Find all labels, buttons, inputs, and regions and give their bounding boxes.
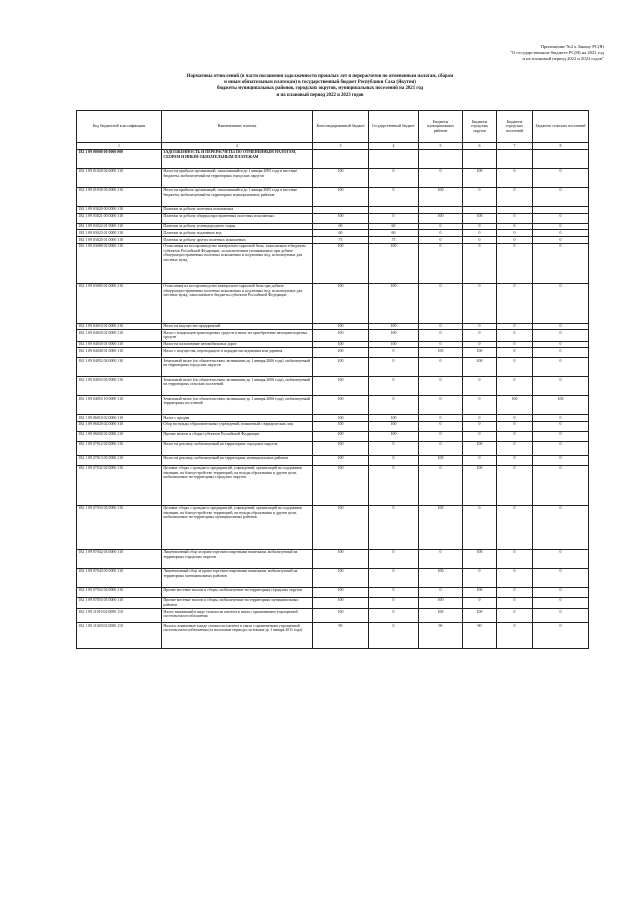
- consolidated-value: 100: [313, 587, 369, 597]
- state-value: 0: [369, 348, 419, 358]
- code-cell: 182 1 09 03022 01 0000 110: [77, 223, 162, 230]
- municipal-districts-value: 0: [419, 431, 463, 441]
- payment-name-cell: ЗАДОЛЖЕННОСТЬ И ПЕРЕРАСЧЕТЫ ПО ОТМЕНЕННЫМ НАЛОГАМ, СБОРАМ И ИНЫМ ОБЯЗАТЕЛЬНЫМ ПЛАТЕЖАМ: [162, 149, 313, 168]
- code-cell: 182 1 09 07033 05 0000 110: [77, 505, 162, 549]
- appendix-reference: [394, 44, 604, 63]
- urban-settlements-value: 0: [497, 230, 533, 237]
- consolidated-value: 100: [313, 341, 369, 348]
- urban-settlements-value: 0: [497, 609, 533, 623]
- rural-settlements-value: 0: [533, 465, 589, 505]
- table-row: [77, 348, 589, 358]
- city-districts-value: 100: [463, 358, 497, 377]
- table-row: [77, 609, 589, 623]
- city-districts-value: 0: [463, 505, 497, 549]
- municipal-districts-value: [419, 149, 463, 168]
- city-districts-value: 100: [463, 441, 497, 455]
- urban-settlements-value: 0: [497, 187, 533, 206]
- table-row: [77, 597, 589, 608]
- urban-settlements-value: [497, 206, 533, 213]
- rural-settlements-value: 100: [533, 396, 589, 415]
- appendix-line-3: и на плановый период 2022 и 2023 годов": [522, 56, 604, 62]
- city-districts-value: 0: [463, 230, 497, 237]
- urban-settlements-value: [497, 149, 533, 168]
- rural-settlements-value: 0: [533, 243, 589, 283]
- table-row: [77, 187, 589, 206]
- code-cell: 182 1 09 04052 04 0000 110: [77, 358, 162, 377]
- city-districts-value: 0: [463, 187, 497, 206]
- payment-name-cell: Прочие налоги и сборы субъектов Российской Федерации: [162, 431, 313, 441]
- city-districts-value: 100: [463, 168, 497, 187]
- table-row: [77, 358, 589, 377]
- city-districts-value: 100: [463, 465, 497, 505]
- table-row: [77, 431, 589, 441]
- table-row: [77, 323, 589, 330]
- column-number-row: [77, 143, 589, 150]
- state-value: 0: [369, 609, 419, 623]
- code-cell: 182 1 09 04053 05 0000 110: [77, 377, 162, 396]
- rural-settlements-value: 0: [533, 230, 589, 237]
- rural-settlements-value: 0: [533, 455, 589, 465]
- rural-settlements-value: [533, 149, 589, 168]
- consolidated-value: 100: [313, 243, 369, 283]
- city-districts-value: 100: [463, 549, 497, 568]
- rural-settlements-value: 0: [533, 283, 589, 323]
- rural-settlements-value: 0: [533, 568, 589, 587]
- state-value: 0: [369, 568, 419, 587]
- rural-settlements-value: 0: [533, 377, 589, 396]
- title-line-3: бюджеты муниципальных районов, городских округов, муниципальных поселений на 2021 год: [216, 86, 424, 92]
- code-cell: 182 1 09 06010 02 0000 110: [77, 415, 162, 422]
- header-city-districts: Бюджеты городских округов: [463, 111, 497, 143]
- payment-name-cell: Прочие местные налоги и сборы, мобилизуемые на территориях городских округов: [162, 587, 313, 597]
- rural-settlements-value: 0: [533, 597, 589, 608]
- payment-name-cell: Налог на прибыль организаций, зачислявшийся до 1 января 2005 года в местные бюджеты, мобилизуемый на территориях городских округов: [162, 168, 313, 187]
- consolidated-value: 100: [313, 441, 369, 455]
- state-value: 0: [369, 465, 419, 505]
- consolidated-value: 100: [313, 549, 369, 568]
- rural-settlements-value: 0: [533, 421, 589, 431]
- urban-settlements-value: 100: [497, 396, 533, 415]
- municipal-districts-value: 0: [419, 168, 463, 187]
- urban-settlements-value: 0: [497, 587, 533, 597]
- state-value: 100: [369, 431, 419, 441]
- table-row: [77, 623, 589, 649]
- norms-table: [76, 110, 589, 649]
- city-districts-value: 0: [463, 236, 497, 243]
- header-rural-settlements: Бюджеты сельских поселений: [533, 111, 589, 143]
- consolidated-value: 100: [313, 283, 369, 323]
- urban-settlements-value: 0: [497, 597, 533, 608]
- code-cell: 182 1 09 04010 02 0000 110: [77, 323, 162, 330]
- municipal-districts-value: 0: [419, 415, 463, 422]
- municipal-districts-value: 100: [419, 213, 463, 223]
- urban-settlements-value: 0: [497, 549, 533, 568]
- table-row: [77, 223, 589, 230]
- header-urban-settlements: Бюджеты городских поселений: [497, 111, 533, 143]
- column-number: 3: [313, 143, 369, 150]
- municipal-districts-value: 0: [419, 465, 463, 505]
- municipal-districts-value: 0: [419, 549, 463, 568]
- city-districts-value: 0: [463, 431, 497, 441]
- state-value: [369, 206, 419, 213]
- state-value: 100: [369, 243, 419, 283]
- payment-name-cell: Платежи за добычу общераспространенных полезных ископаемых: [162, 213, 313, 223]
- code-cell: 182 1 09 06030 02 0000 110: [77, 431, 162, 441]
- state-value: 100: [369, 421, 419, 431]
- code-cell: 182 1 09 07043 05 0000 110: [77, 568, 162, 587]
- municipal-districts-value: 0: [419, 230, 463, 237]
- table-row: [77, 341, 589, 348]
- code-cell: 182 1 09 04030 01 0000 110: [77, 341, 162, 348]
- header-state: Государственный бюджет: [369, 111, 419, 143]
- code-cell: 182 1 09 03083 02 0000 110: [77, 283, 162, 323]
- consolidated-value: 100: [313, 568, 369, 587]
- table-row: [77, 441, 589, 455]
- rural-settlements-value: 0: [533, 441, 589, 455]
- table-row: [77, 587, 589, 597]
- urban-settlements-value: 0: [497, 323, 533, 330]
- payment-name-cell: Налог на прибыль организаций, зачислявшийся до 1 января 2005 года в местные бюджеты, мобилизуемый на территориях муниципальных районов: [162, 187, 313, 206]
- state-value: 0: [369, 455, 419, 465]
- rural-settlements-value: 0: [533, 187, 589, 206]
- code-cell: 182 1 09 04040 01 0000 110: [77, 348, 162, 358]
- payment-name-cell: Платежи за добычу других полезных ископаемых: [162, 236, 313, 243]
- payment-name-cell: Земельный налог (по обязательствам, возникшим до 1 января 2006 года), мобилизуемый на территориях городских округов: [162, 358, 313, 377]
- city-districts-value: 0: [463, 421, 497, 431]
- consolidated-value: 100: [313, 597, 369, 608]
- consolidated-value: [313, 149, 369, 168]
- consolidated-value: 100: [313, 323, 369, 330]
- code-cell: 182 1 09 03080 02 0000 110: [77, 243, 162, 283]
- code-cell: 182 1 09 07013 05 0000 110: [77, 455, 162, 465]
- column-number: 7: [497, 143, 533, 150]
- consolidated-value: 100: [313, 213, 369, 223]
- rural-settlements-value: [533, 206, 589, 213]
- state-value: 0: [369, 587, 419, 597]
- table-row: [77, 421, 589, 431]
- municipal-districts-value: 0: [419, 223, 463, 230]
- municipal-districts-value: 0: [419, 323, 463, 330]
- payment-name-cell: Налог с владельцев транспортных средств и налог на приобретение автотранспортных средств: [162, 330, 313, 341]
- consolidated-value: 100: [313, 505, 369, 549]
- state-value: 0: [369, 623, 419, 649]
- consolidated-value: 75: [313, 236, 369, 243]
- state-value: 0: [369, 358, 419, 377]
- appendix-line-2: "О государственном бюджете РС(Я) на 2021 год: [509, 50, 604, 56]
- payment-name-cell: Налог на имущество предприятий: [162, 323, 313, 330]
- code-cell: 182 1 09 03025 01 0000 110: [77, 236, 162, 243]
- rural-settlements-value: 0: [533, 505, 589, 549]
- city-districts-value: 0: [463, 568, 497, 587]
- urban-settlements-value: 0: [497, 431, 533, 441]
- urban-settlements-value: 0: [497, 415, 533, 422]
- consolidated-value: 100: [313, 348, 369, 358]
- table-row: [77, 230, 589, 237]
- payment-name-cell: Налог с продаж: [162, 415, 313, 422]
- payment-name-cell: Земельный налог (по обязательствам, возникшим до 1 января 2006 года), мобилизуемый на территориях сельских поселений: [162, 377, 313, 396]
- table-row: [77, 149, 589, 168]
- table-row: [77, 415, 589, 422]
- municipal-districts-value: 0: [419, 421, 463, 431]
- payment-name-cell: Отчисления на воспроизводство минерально-сырьевой базы при добыче общераспространенных полезных ископаемых и подземных вод, используемых для местных нужд, зачисляемые в бюджеты субъектов Российской Федерации: [162, 283, 313, 323]
- appendix-line-1: Приложение №2 к Закону РС(Я): [540, 44, 604, 49]
- payment-name-cell: Платежи за добычу углеводородного сырья: [162, 223, 313, 230]
- city-districts-value: [463, 149, 497, 168]
- urban-settlements-value: 0: [497, 421, 533, 431]
- municipal-districts-value: 100: [419, 597, 463, 608]
- state-value: 0: [369, 187, 419, 206]
- state-value: 0: [369, 505, 419, 549]
- consolidated-value: 90: [313, 623, 369, 649]
- code-cell: 182 1 09 01020 04 0000 110: [77, 168, 162, 187]
- state-value: 100: [369, 283, 419, 323]
- municipal-districts-value: 100: [419, 568, 463, 587]
- code-cell: 182 1 09 03021 00 0000 110: [77, 213, 162, 223]
- code-cell: 182 1 09 07042 04 0000 110: [77, 549, 162, 568]
- document-title: [150, 74, 490, 99]
- municipal-districts-value: 0: [419, 587, 463, 597]
- table-row: [77, 168, 589, 187]
- municipal-districts-value: 0: [419, 283, 463, 323]
- urban-settlements-value: 0: [497, 348, 533, 358]
- table-body: [77, 149, 589, 648]
- municipal-districts-value: 0: [419, 441, 463, 455]
- consolidated-value: 100: [313, 358, 369, 377]
- code-cell: 182 1 09 04020 02 0000 110: [77, 330, 162, 341]
- state-value: 0: [369, 549, 419, 568]
- city-districts-value: 100: [463, 348, 497, 358]
- municipal-districts-value: 100: [419, 609, 463, 623]
- rural-settlements-value: 0: [533, 549, 589, 568]
- urban-settlements-value: 0: [497, 168, 533, 187]
- consolidated-value: 100: [313, 187, 369, 206]
- rural-settlements-value: 0: [533, 609, 589, 623]
- municipal-districts-value: 100: [419, 348, 463, 358]
- table-row: [77, 377, 589, 396]
- urban-settlements-value: 0: [497, 623, 533, 649]
- state-value: 0: [369, 377, 419, 396]
- urban-settlements-value: 0: [497, 465, 533, 505]
- payment-name-cell: Налоги, взимаемые в виде стоимости патента в связи с применением упрощенной системы налогообложения (за налоговые периоды, истекшие до 1 января 2011 года): [162, 623, 313, 649]
- table-header-row: [77, 111, 589, 143]
- column-number: 8: [533, 143, 589, 150]
- consolidated-value: 100: [313, 455, 369, 465]
- rural-settlements-value: 0: [533, 358, 589, 377]
- municipal-districts-value: 100: [419, 455, 463, 465]
- urban-settlements-value: 0: [497, 223, 533, 230]
- city-districts-value: 0: [463, 396, 497, 415]
- municipal-districts-value: 0: [419, 243, 463, 283]
- consolidated-value: 100: [313, 168, 369, 187]
- header-name: Наименование платежа: [162, 111, 313, 143]
- table-row: [77, 549, 589, 568]
- table-row: [77, 213, 589, 223]
- payment-name-cell: Платежи за добычу полезных ископаемых: [162, 206, 313, 213]
- city-districts-value: 0: [463, 223, 497, 230]
- payment-name-cell: Лицензионный сбор за право торговли спиртными напитками, мобилизуемый на территориях городских округов: [162, 549, 313, 568]
- city-districts-value: 0: [463, 243, 497, 283]
- municipal-districts-value: 0: [419, 358, 463, 377]
- payment-name-cell: Лицензионный сбор за право торговли спиртными напитками, мобилизуемый на территориях муниципальных районов: [162, 568, 313, 587]
- urban-settlements-value: 0: [497, 236, 533, 243]
- payment-name-cell: Налог на рекламу, мобилизуемый на территориях муниципальных районов: [162, 455, 313, 465]
- column-number: 4: [369, 143, 419, 150]
- state-value: 100: [369, 330, 419, 341]
- table-row: [77, 465, 589, 505]
- urban-settlements-value: 0: [497, 455, 533, 465]
- rural-settlements-value: 0: [533, 587, 589, 597]
- city-districts-value: 90: [463, 623, 497, 649]
- code-cell: 182 1 09 07052 04 0000 110: [77, 587, 162, 597]
- urban-settlements-value: 0: [497, 568, 533, 587]
- state-value: 60: [369, 223, 419, 230]
- urban-settlements-value: 0: [497, 505, 533, 549]
- consolidated-value: 100: [313, 465, 369, 505]
- payment-name-cell: Земельный налог (по обязательствам, возникшим до 1 января 2006 года), мобилизуемый территориях поселений: [162, 396, 313, 415]
- payment-name-cell: Налог на пользование автомобильных дорог: [162, 341, 313, 348]
- header-code: Код бюджетной классификации: [77, 111, 162, 143]
- header-municipal-districts: Бюджеты муниципальных районов: [419, 111, 463, 143]
- rural-settlements-value: 0: [533, 323, 589, 330]
- city-districts-value: 0: [463, 330, 497, 341]
- state-value: 100: [369, 415, 419, 422]
- state-value: 0: [369, 168, 419, 187]
- code-cell: 182 1 09 11010 02 0000 110: [77, 609, 162, 623]
- rural-settlements-value: 0: [533, 223, 589, 230]
- rural-settlements-value: 0: [533, 330, 589, 341]
- city-districts-value: [463, 206, 497, 213]
- city-districts-value: 100: [463, 587, 497, 597]
- consolidated-value: 100: [313, 431, 369, 441]
- column-number: 6: [463, 143, 497, 150]
- table-row: [77, 330, 589, 341]
- city-districts-value: 0: [463, 341, 497, 348]
- rural-settlements-value: 0: [533, 623, 589, 649]
- rural-settlements-value: 0: [533, 341, 589, 348]
- payment-name-cell: Налог с имущества, переходящего в порядке наследования или дарения: [162, 348, 313, 358]
- code-cell: 182 1 09 01030 05 0000 110: [77, 187, 162, 206]
- urban-settlements-value: 0: [497, 441, 533, 455]
- table-row: [77, 206, 589, 213]
- title-line-2: и иным обязательным платежам) в государственный бюджет Республики Саха (Якутия): [224, 80, 416, 86]
- urban-settlements-value: 0: [497, 283, 533, 323]
- code-cell: 182 1 09 03023 01 0000 110: [77, 230, 162, 237]
- rural-settlements-value: 0: [533, 213, 589, 223]
- table-row: [77, 283, 589, 323]
- consolidated-value: 100: [313, 377, 369, 396]
- code-cell: 182 1 09 11020 02 0000 110: [77, 623, 162, 649]
- state-value: 100: [369, 341, 419, 348]
- state-value: 60: [369, 230, 419, 237]
- code-cell: 182 1 09 00000 00 0000 000: [77, 149, 162, 168]
- state-value: 100: [369, 323, 419, 330]
- code-cell: 182 1 09 03020 00 0000 110: [77, 206, 162, 213]
- state-value: 0: [369, 441, 419, 455]
- municipal-districts-value: 0: [419, 341, 463, 348]
- consolidated-value: 100: [313, 609, 369, 623]
- consolidated-value: 100: [313, 421, 369, 431]
- code-cell: 182 1 09 04053 10 0000 110: [77, 396, 162, 415]
- code-cell: 182 1 09 07053 05 0000 110: [77, 597, 162, 608]
- urban-settlements-value: 0: [497, 377, 533, 396]
- code-cell: 182 1 09 07012 04 0000 110: [77, 441, 162, 455]
- municipal-districts-value: 100: [419, 187, 463, 206]
- payment-name-cell: Прочие местные налоги и сборы, мобилизуемые на территориях муниципальных районов: [162, 597, 313, 608]
- payment-name-cell: Платежи за добычу подземных вод: [162, 230, 313, 237]
- city-districts-value: 0: [463, 323, 497, 330]
- table-row: [77, 505, 589, 549]
- consolidated-value: 60: [313, 230, 369, 237]
- urban-settlements-value: 0: [497, 243, 533, 283]
- municipal-districts-value: 0: [419, 377, 463, 396]
- table-row: [77, 243, 589, 283]
- payment-name-cell: Отчисления на воспроизводство минерально-сырьевой базы, зачисляемые в бюджеты субъектов Российской Федерации, за исключением уплачиваемых при добыче общераспространенных полезных ископаемых и подземных вод, используемых для местных нужд: [162, 243, 313, 283]
- urban-settlements-value: 0: [497, 341, 533, 348]
- consolidated-value: 60: [313, 223, 369, 230]
- table-row: [77, 396, 589, 415]
- consolidated-value: 100: [313, 415, 369, 422]
- city-districts-value: 0: [463, 415, 497, 422]
- code-cell: 182 1 09 06020 02 0000 110: [77, 421, 162, 431]
- table-row: [77, 568, 589, 587]
- rural-settlements-value: 0: [533, 431, 589, 441]
- consolidated-value: 100: [313, 330, 369, 341]
- payment-name-cell: Целевые сборы с граждан и предприятий, учреждений, организаций на содержание милиции, на благоустройство территорий, на нужды образования и другие цели, мобилизуемые на территориях муниципальных районов: [162, 505, 313, 549]
- municipal-districts-value: 100: [419, 505, 463, 549]
- urban-settlements-value: 0: [497, 213, 533, 223]
- urban-settlements-value: 0: [497, 358, 533, 377]
- state-value: 0: [369, 396, 419, 415]
- state-value: [369, 149, 419, 168]
- city-districts-value: 0: [463, 283, 497, 323]
- rural-settlements-value: 0: [533, 415, 589, 422]
- payment-name-cell: Целевые сборы с граждан и предприятий, учреждений, организаций на содержание милиции, на благоустройство территорий, на нужды образования и другие цели, мобилизуемые на территориях городских округов: [162, 465, 313, 505]
- column-number: 1: [77, 143, 162, 150]
- state-value: 0: [369, 213, 419, 223]
- municipal-districts-value: [419, 206, 463, 213]
- municipal-districts-value: 90: [419, 623, 463, 649]
- city-districts-value: 0: [463, 455, 497, 465]
- column-number: 5: [419, 143, 463, 150]
- payment-name-cell: Налог, взимаемый в виде стоимости патента в связи с применением упрощенной системы налогообложения: [162, 609, 313, 623]
- rural-settlements-value: 0: [533, 168, 589, 187]
- rural-settlements-value: 0: [533, 236, 589, 243]
- municipal-districts-value: 0: [419, 236, 463, 243]
- city-districts-value: 0: [463, 377, 497, 396]
- city-districts-value: 0: [463, 597, 497, 608]
- payment-name-cell: Сбор на нужды образовательных учреждений, взимаемый с юридических лиц: [162, 421, 313, 431]
- municipal-districts-value: 0: [419, 330, 463, 341]
- consolidated-value: [313, 206, 369, 213]
- table-row: [77, 236, 589, 243]
- table-row: [77, 455, 589, 465]
- code-cell: 182 1 09 07032 04 0000 110: [77, 465, 162, 505]
- state-value: 0: [369, 597, 419, 608]
- city-districts-value: 100: [463, 609, 497, 623]
- urban-settlements-value: 0: [497, 330, 533, 341]
- title-line-4: и на плановый период 2022 и 2023 годов: [276, 92, 364, 98]
- column-number: 2: [162, 143, 313, 150]
- payment-name-cell: Налог на рекламу, мобилизуемый на территориях городских округов: [162, 441, 313, 455]
- city-districts-value: 100: [463, 213, 497, 223]
- title-line-1: Нормативы отчислений (в части погашения задолженности прошлых лет и перерасчетов по отмененным налогам, сборам: [186, 74, 454, 79]
- rural-settlements-value: 0: [533, 348, 589, 358]
- consolidated-value: 100: [313, 396, 369, 415]
- state-value: 75: [369, 236, 419, 243]
- header-consolidated: Консолидированный бюджет: [313, 111, 369, 143]
- municipal-districts-value: 0: [419, 396, 463, 415]
